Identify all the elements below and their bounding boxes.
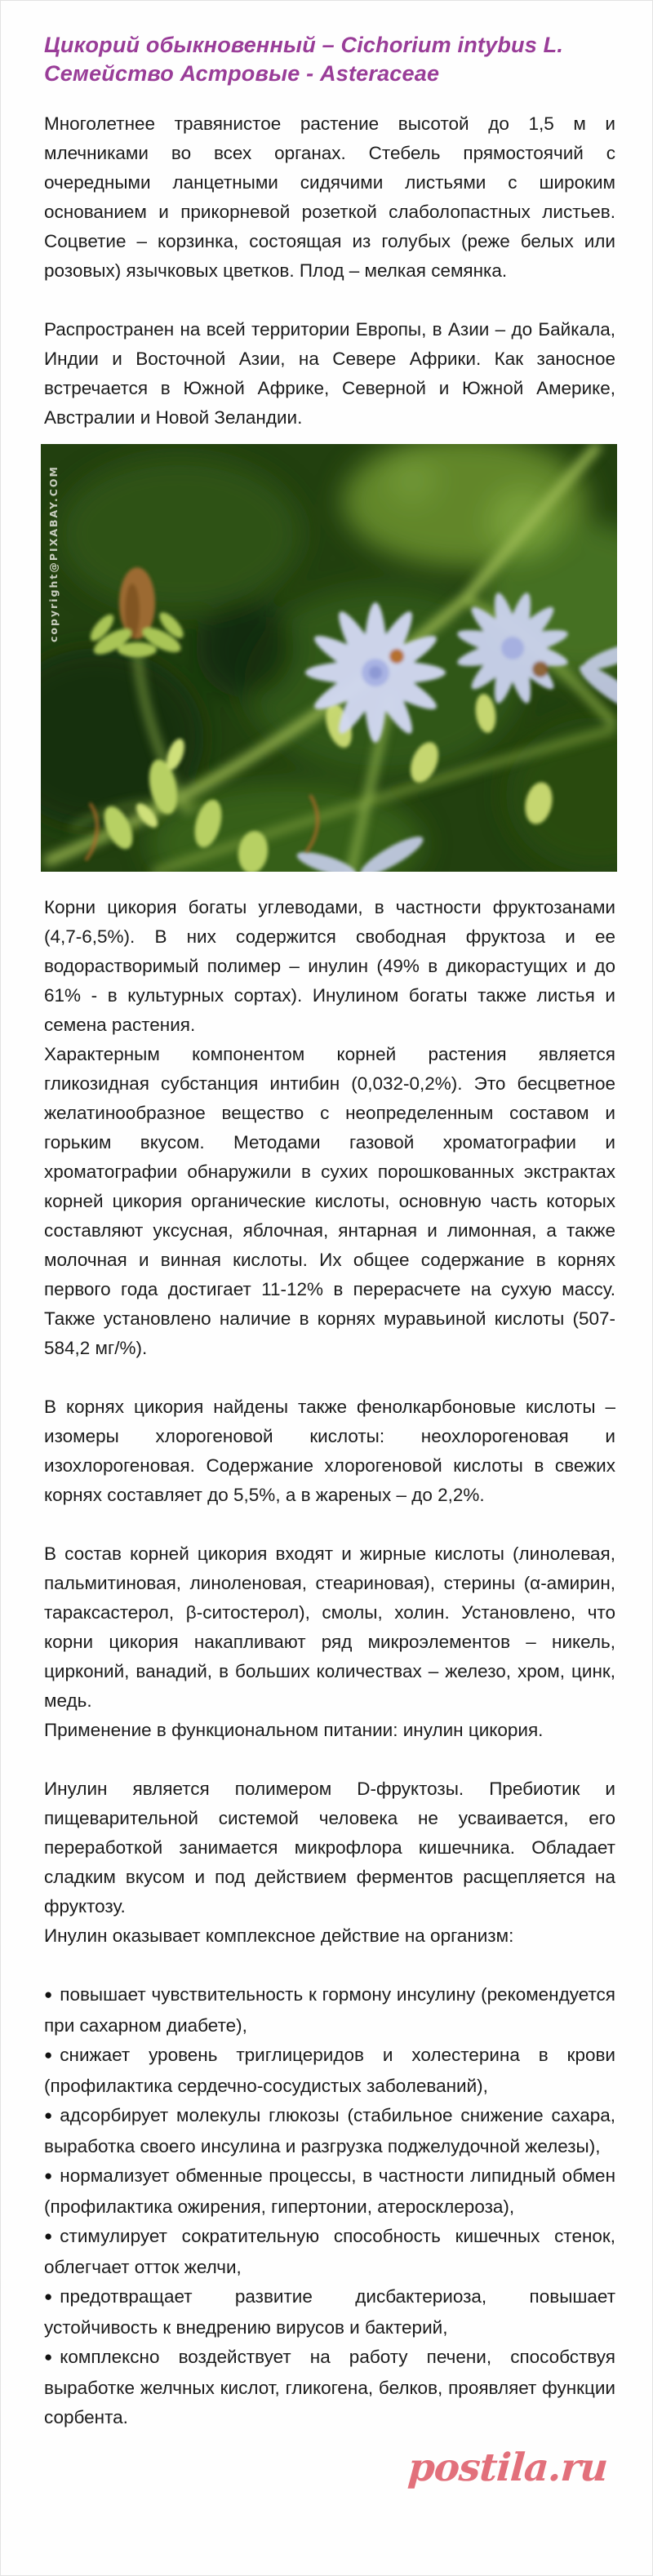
chicory-photo [41,444,617,872]
para-distribution: Распространен на всей территории Европы, в Азии – до Байкала, Индии и Восточной Азии, на Севере Африки. Как заносное встречается в Южной Африке, Северной и Южной Америке, Австралии и Новой Зеландии. [44,319,615,428]
effect-text: нормализует обменные процессы, в частности липидный обмен (профилактика ожирения, гипертонии, атеросклероза), [44,2165,615,2217]
para-functional-nutrition: Применение в функциональном питании: инулин цикория. [44,1720,544,1740]
title-line-2: Семейство Астровые - Asteraceae [44,61,440,86]
effect-item-glucose-adsorption [44,2101,615,2161]
effect-text: комплексно воздействует на работу печени, способствуя выработке желчных кислот, гликогена, белков, проявляет функции сорбента. [44,2347,615,2427]
para-phenolic-acids: В корнях цикория найдены также фенолкарбоновые кислоты – изомеры хлорогеновой кислоты: неохлорогеновая и изохлорогеновая. Содержание хлорогеновой кислоты в свежих корнях составляет до 5,5%, а в жареных – до 2,2%. [44,1397,615,1505]
effect-text: повышает чувствительность к гормону инсулину (рекомендуется при сахарном диабете), [44,1984,615,2036]
effect-text: стимулирует сократительную способность кишечных стенок, облегчает отток желчи, [44,2226,615,2277]
effect-item-dysbacteriosis [44,2282,615,2343]
effect-text: снижает уровень триглицеридов и холестерина в крови (профилактика сердечно-сосудистых заболеваний), [44,2045,615,2096]
effect-text: адсорбирует молекулы глюкозы (стабильное снижение сахара, выработка своего инсулина и разгрузка поджелудочной железы), [44,2105,615,2156]
effect-text: предотвращает развитие дисбактериоза, повышает устойчивость к внедрению вирусов и бактерий, [44,2286,615,2338]
effect-item-liver-function [44,2343,615,2432]
postila-logo[interactable]: postila.ru [406,2445,609,2490]
bullet-icon: ● [44,2228,53,2244]
bullet-icon: ● [44,2289,53,2304]
bullet-icon: ● [44,2107,53,2123]
chicory-photo-illustration [41,444,617,872]
para-root-carbohydrates: Корни цикория богаты углеводами, в частности фруктозанами (4,7-6,5%). В них содержится свободная фруктоза и ее водорастворимый полимер – инулин (49% в дикорастущих и до 61% - в культурных сортах). Инулином богаты также листья и семена растения. [44,897,615,1035]
page-title [44,31,615,88]
inulin-effects-list [44,1980,615,2432]
para-intybin-acids: Характерным компонентом корней растения является гликозидная субстанция интибин (0,032-0,2%). Это бесцветное желатинообразное вещество с неопределенным составом и горьким вкусом. Методами газовой хроматографии и хроматографии обнаружили в сухих порошкованных экстрактах корней цикория органические кислоты, основную часть которых составляют уксусная, яблочная, янтарная и лимонная, а также молочная и винная кислоты. Их общее содержание в корнях первого года достигает 11-12% в перерасчете на сухую массу. Также установлено наличие в корнях муравьиной кислоты (507-584,2 мг/%). [44,1044,615,1358]
title-line-1: Цикорий обыкновенный – Cichorium intybus L. [44,33,564,57]
effect-item-cholesterol [44,2041,615,2101]
photo-copyright-watermark: copyright@PIXABAY.COM [47,465,60,642]
para-fatty-acids-microelements: В состав корней цикория входят и жирные кислоты (линолевая, пальмитиновая, линоленовая, стеариновая), стерины (α-амирин, тараксастерол, β-ситостерол), смолы, холин. Установлено, что корни цикория накапливают ряд микроэлементов – никель, цирконий, ванадий, в больших количествах – железо, хром, цинк, медь. [44,1543,615,1711]
bullet-icon: ● [44,2349,53,2365]
bullet-icon: ● [44,2047,53,2063]
effect-item-metabolism [44,2161,615,2222]
para-inulin-prebiotic: Инулин является полимером D-фруктозы. Пребиотик и пищеварительной системой человека не усваивается, его переработкой занимается микрофлора кишечника. Обладает сладким вкусом и под действием ферментов расщепляется на фруктозу. [44,1779,615,1916]
bullet-icon: ● [44,1987,53,2002]
effect-item-intestinal-motility [44,2222,615,2282]
bullet-icon: ● [44,2168,53,2183]
para-inulin-effects-intro: Инулин оказывает комплексное действие на организм: [44,1925,514,1946]
footer [39,2447,607,2489]
effect-item-insulin-sensitivity [44,1980,615,2041]
para-botany: Многолетнее травянистое растение высотой до 1,5 м и млечниками во всех органах. Стебель прямостоячий с очередными ланцетными сидячими листьями с широким основанием и прикорневой розеткой слаболопастных листьев. Соцветие – корзинка, состоящая из голубых (реже белых или розовых) язычковых цветков. Плод – мелкая семянка. [44,113,615,281]
